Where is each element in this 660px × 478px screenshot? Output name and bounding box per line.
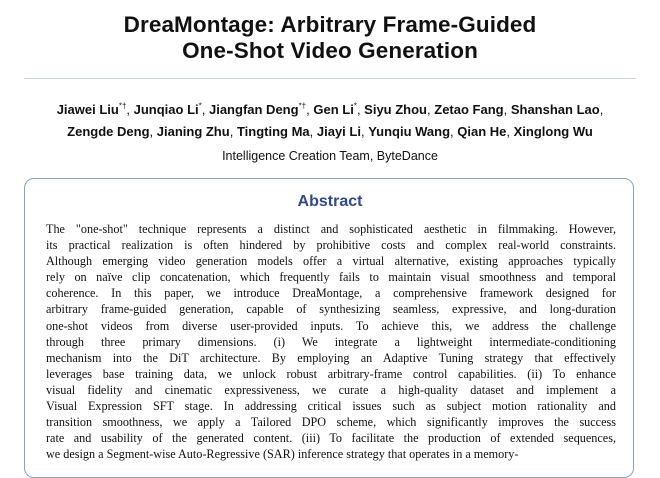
author-name: Gen Li xyxy=(313,102,354,117)
author-separator: , xyxy=(306,102,314,117)
author-separator: , xyxy=(599,102,604,117)
author-separator: , xyxy=(427,102,435,117)
author-name: Jiayi Li xyxy=(316,124,361,139)
author-separator: , xyxy=(309,124,317,139)
author-name: Qian He xyxy=(457,124,507,139)
author-name: Junqiao Li xyxy=(133,102,199,117)
author-mark: *† xyxy=(118,101,127,111)
author-mark: * xyxy=(198,101,202,111)
author-separator: , xyxy=(450,124,458,139)
title-divider xyxy=(24,78,636,79)
abstract-line: Visual Expression SFT stage. In addressing critical issues such as subject motion rationality and xyxy=(46,399,616,414)
paper-title xyxy=(0,12,660,64)
abstract-line: rely on naïve clip concatenation, which frequently fails to maintain visual smoothness and temporal xyxy=(46,270,616,285)
author-name: Tingting Ma xyxy=(236,124,310,139)
abstract-line: visual fidelity and cinematic expressiveness, we curate a high-quality dataset and implement a xyxy=(46,382,616,397)
title-line-1: DreaMontage: Arbitrary Frame-Guided xyxy=(123,12,537,37)
abstract-line: arbitrary frame-guided generation, capable of synthesizing seamless, expressive, and long-duration xyxy=(46,302,616,317)
author-separator: , xyxy=(149,124,157,139)
abstract-body xyxy=(46,221,616,462)
abstract-line: The "one-shot" technique represents a distinct and sophisticated aesthetic in filmmaking. However, xyxy=(46,222,616,236)
author-separator: , xyxy=(356,102,365,117)
abstract-line: one-shot videos from diverse user-provided inputs. To achieve this, we address the challenge xyxy=(46,318,616,333)
author-line-1 xyxy=(0,99,660,121)
author-line-2 xyxy=(0,121,660,143)
abstract-heading: Abstract xyxy=(297,193,363,210)
author-mark: * xyxy=(353,101,357,111)
author-name: Yunqiu Wang xyxy=(368,124,451,139)
author-separator: , xyxy=(126,102,134,117)
abstract-line: leverages base training data, we unlock robust arbitrary-frame control capabilities. (ii) To enhance xyxy=(46,366,616,381)
author-name: Xinglong Wu xyxy=(513,124,593,139)
author-name: Jiawei Liu xyxy=(56,102,119,117)
author-separator: , xyxy=(201,102,209,117)
author-name: Zetao Fang xyxy=(434,102,504,117)
author-name: Shanshan Lao xyxy=(510,102,600,117)
author-name: Zengde Deng xyxy=(67,124,150,139)
abstract-line: we design a Segment-wise Auto-Regressive (SAR) inference strategy that operates in a memory- xyxy=(46,447,519,462)
abstract-line: mechanism into the DiT architecture. By employing an Adaptive Tuning strategy that effectively xyxy=(46,350,616,365)
author-separator: , xyxy=(360,124,369,139)
author-separator: , xyxy=(506,124,514,139)
abstract-line: its practical realization is often hindered by prohibitive costs and complex real-world constraints. xyxy=(46,238,616,253)
author-name: Siyu Zhou xyxy=(364,102,428,117)
abstract-line: through three primary dimensions. (i) We integrate a lightweight intermediate-conditioning xyxy=(46,334,616,349)
abstract-line: transition smoothness, we apply a Tailored DPO scheme, which significantly improves the success xyxy=(46,415,616,430)
author-name: Jiangfan Deng xyxy=(208,102,299,117)
author-separator: , xyxy=(503,102,511,117)
author-list xyxy=(0,99,660,143)
abstract-line: Although emerging video generation models offer a virtual alternative, existing approaches typically xyxy=(46,254,616,269)
author-mark: *† xyxy=(298,101,307,111)
abstract-line: rate and usability of the generated content. (iii) To facilitate the production of extended sequences, xyxy=(46,431,616,446)
author-name: Jianing Zhu xyxy=(156,124,230,139)
author-separator: , xyxy=(229,124,237,139)
title-line-2: One-Shot Video Generation xyxy=(182,38,478,63)
abstract-line: coherence. In this paper, we introduce DreaMontage, a comprehensive framework designed for xyxy=(46,286,616,301)
affiliation: Intelligence Creation Team, ByteDance xyxy=(222,149,438,163)
